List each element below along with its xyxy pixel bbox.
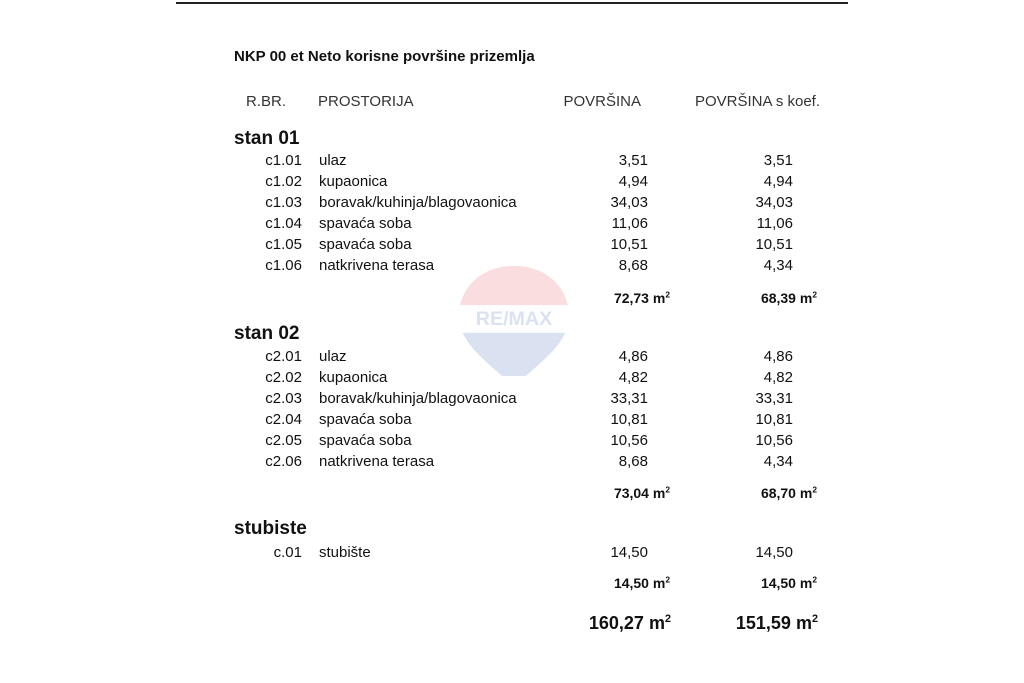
row-name: boravak/kuhinja/blagovaonica — [319, 390, 517, 407]
row-name: kupaonica — [319, 369, 388, 386]
row-pov: 10,51 — [610, 236, 648, 253]
row-pov: 4,86 — [618, 348, 648, 365]
watermark-text: RE/MAX — [475, 307, 553, 330]
row-pov: 33,31 — [610, 390, 648, 407]
subtotal-pov: 14,50 $m^2$ — [613, 574, 670, 591]
row-name: spavaća soba — [319, 236, 412, 253]
row-name: natkrivena terasa — [319, 453, 435, 470]
row-rbr: c2.06 — [265, 453, 302, 470]
section-title: stubiste — [234, 518, 307, 539]
row-koef: 34,03 — [755, 194, 793, 211]
row-rbr: c2.04 — [265, 411, 302, 428]
row-rbr: c1.03 — [265, 194, 302, 211]
table-row — [0, 389, 1024, 409]
table-row — [0, 172, 1024, 192]
table-row — [0, 410, 1024, 430]
row-rbr: c2.01 — [265, 348, 302, 365]
grand-total-koef: 151,59 $m^2$ — [735, 613, 818, 633]
row-pov: 8,68 — [618, 257, 648, 274]
row-koef: 3,51 — [763, 152, 793, 169]
row-koef: 4,86 — [763, 348, 793, 365]
subtotal-koef: 68,39 $m^2$ — [760, 289, 817, 306]
subtotal-pov: 73,04 $m^2$ — [613, 484, 670, 501]
table-row — [0, 235, 1024, 255]
row-pov: 4,82 — [618, 369, 648, 386]
row-pov: 3,51 — [618, 152, 648, 169]
row-koef: 10,51 — [755, 236, 793, 253]
row-koef: 4,82 — [763, 369, 793, 386]
row-rbr: c1.02 — [265, 173, 302, 190]
table-row — [0, 431, 1024, 451]
grand-total — [0, 610, 1024, 636]
header-prostorija: PROSTORIJA — [318, 93, 414, 110]
table-row — [0, 347, 1024, 367]
row-rbr: c1.04 — [265, 215, 302, 232]
grand-total-pov: 160,27 $m^2$ — [588, 613, 671, 633]
row-pov: 11,06 — [611, 215, 648, 232]
section-subtotal — [0, 287, 1024, 309]
row-pov: 8,68 — [618, 453, 648, 470]
row-rbr: c2.05 — [265, 432, 302, 449]
subtotal-koef: 14,50 $m^2$ — [760, 574, 817, 591]
row-koef: 4,34 — [763, 453, 793, 470]
table-row — [0, 368, 1024, 388]
row-pov: 10,81 — [610, 411, 648, 428]
table-row — [0, 452, 1024, 472]
row-pov: 4,94 — [618, 173, 648, 190]
row-rbr: c1.06 — [265, 257, 302, 274]
row-koef: 11,06 — [756, 215, 793, 232]
row-name: stubište — [319, 544, 371, 561]
row-name: spavaća soba — [319, 215, 412, 232]
row-name: ulaz — [319, 348, 347, 365]
table-row — [0, 151, 1024, 171]
row-rbr: c2.03 — [265, 390, 302, 407]
section-subtotal — [0, 482, 1024, 504]
row-name: spavaća soba — [319, 411, 412, 428]
page-title: NKP 00 et Neto korisne površine prizemlja — [234, 48, 535, 65]
table-row — [0, 543, 1024, 563]
row-koef: 10,56 — [755, 432, 793, 449]
row-name: spavaća soba — [319, 432, 412, 449]
row-name: natkrivena terasa — [319, 257, 435, 274]
row-pov: 34,03 — [610, 194, 648, 211]
row-name: kupaonica — [319, 173, 388, 190]
row-rbr: c1.01 — [265, 152, 302, 169]
header-povrsina-koef: POVRŠINA s koef. — [694, 93, 820, 110]
header-rbr: R.BR. — [245, 93, 286, 110]
row-name: boravak/kuhinja/blagovaonica — [319, 194, 517, 211]
subtotal-koef: 68,70 $m^2$ — [760, 484, 817, 501]
table-row — [0, 256, 1024, 276]
row-pov: 10,56 — [610, 432, 648, 449]
row-koef: 4,34 — [763, 257, 793, 274]
row-koef: 10,81 — [755, 411, 793, 428]
top-rule — [176, 2, 848, 4]
row-koef: 4,94 — [763, 173, 793, 190]
row-pov: 14,50 — [610, 544, 648, 561]
row-rbr: c2.02 — [265, 369, 302, 386]
subtotal-pov: 72,73 $m^2$ — [613, 289, 670, 306]
section-subtotal — [0, 572, 1024, 594]
row-koef: 33,31 — [755, 390, 793, 407]
row-rbr: c1.05 — [265, 236, 302, 253]
section-title: stan 01 — [234, 128, 300, 149]
row-koef: 14,50 — [755, 544, 793, 561]
section-title: stan 02 — [234, 323, 300, 344]
table-row — [0, 193, 1024, 213]
table-row — [0, 214, 1024, 234]
row-name: ulaz — [319, 152, 347, 169]
row-rbr: c.01 — [273, 544, 302, 561]
header-povrsina: POVRŠINA — [563, 93, 641, 110]
